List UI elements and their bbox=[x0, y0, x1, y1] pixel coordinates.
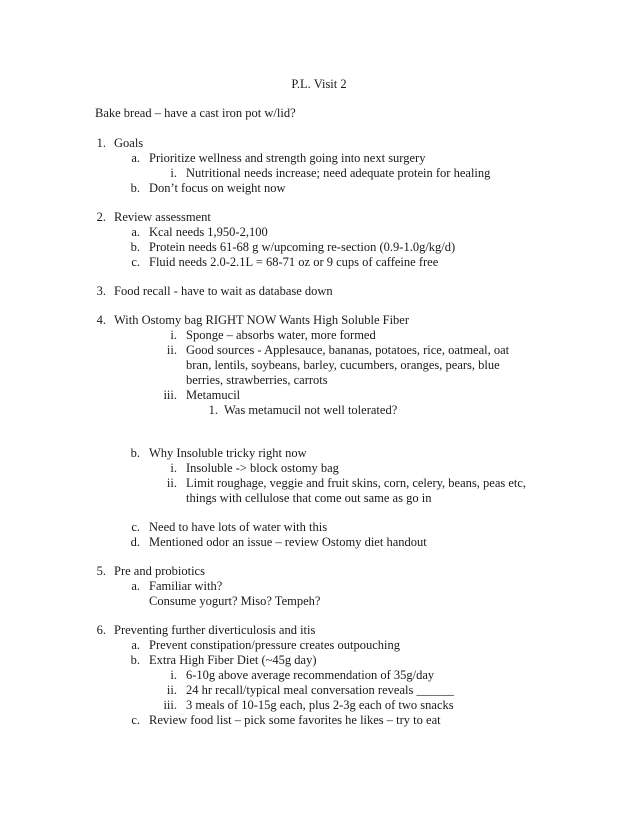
item-marker: c. bbox=[131, 520, 140, 534]
sub-list-item-line: bran, lentils, soybeans, barley, cucumbers, oranges, pears, blue bbox=[186, 358, 500, 372]
sub-list-item-line: things with cellulose that come out same as go in bbox=[186, 491, 432, 505]
item-marker: d. bbox=[130, 535, 140, 549]
section-number: 4. bbox=[96, 313, 106, 327]
item-marker: b. bbox=[130, 446, 140, 460]
list-item: Don’t focus on weight now bbox=[149, 181, 286, 195]
sub-list-item: Sponge – absorbs water, more formed bbox=[186, 328, 376, 342]
item-marker: a. bbox=[131, 151, 140, 165]
subitem-marker: ii. bbox=[166, 476, 177, 490]
section-number: 5. bbox=[96, 564, 106, 578]
item-marker: b. bbox=[130, 653, 140, 667]
subitem-marker: ii. bbox=[166, 343, 177, 357]
section-heading: Pre and probiotics bbox=[114, 564, 205, 578]
list-item: Protein needs 61-68 g w/upcoming re-section (0.9-1.0g/kg/d) bbox=[149, 240, 456, 254]
list-item: Extra High Fiber Diet (~45g day) bbox=[149, 653, 317, 667]
item-marker: c. bbox=[131, 255, 140, 269]
subitem-marker: iii. bbox=[163, 698, 177, 712]
section-heading: With Ostomy bag RIGHT NOW Wants High Soluble Fiber bbox=[114, 313, 410, 327]
list-item: Prevent constipation/pressure creates outpouching bbox=[149, 638, 400, 652]
list-item: Kcal needs 1,950-2,100 bbox=[149, 225, 268, 239]
list-item-line: Familiar with? bbox=[149, 579, 223, 593]
section-number: 2. bbox=[96, 210, 106, 224]
section-heading: Food recall - have to wait as database down bbox=[114, 284, 333, 298]
document-title: P.L. Visit 2 bbox=[291, 77, 347, 91]
item-marker: a. bbox=[131, 638, 140, 652]
list-item: Need to have lots of water with this bbox=[149, 520, 328, 534]
list-item: Mentioned odor an issue – review Ostomy diet handout bbox=[149, 535, 427, 549]
subitem-marker: ii. bbox=[166, 683, 177, 697]
sub-list-item: 6-10g above average recommendation of 35g/day bbox=[186, 668, 435, 682]
section-heading: Preventing further diverticulosis and itis bbox=[114, 623, 316, 637]
section-number: 3. bbox=[96, 284, 106, 298]
list-item: Fluid needs 2.0-2.1L = 68-71 oz or 9 cups of caffeine free bbox=[149, 255, 439, 269]
sub-sub-list-item: Was metamucil not well tolerated? bbox=[224, 403, 398, 417]
subitem-marker: iii. bbox=[163, 388, 177, 402]
sub-list-item-line: Good sources - Applesauce, bananas, potatoes, rice, oatmeal, oat bbox=[186, 343, 510, 357]
item-marker: a. bbox=[131, 579, 140, 593]
subitem-marker: i. bbox=[170, 166, 177, 180]
subsubitem-marker: 1. bbox=[208, 403, 218, 417]
subitem-marker: i. bbox=[170, 328, 177, 342]
section-number: 6. bbox=[96, 623, 106, 637]
sub-list-item: Metamucil bbox=[186, 388, 241, 402]
sub-list-item: 24 hr recall/typical meal conversation reveals ______ bbox=[186, 683, 454, 697]
sub-list-item-line: Limit roughage, veggie and fruit skins, corn, celery, beans, peas etc, bbox=[186, 476, 527, 490]
sub-list-item: 3 meals of 10-15g each, plus 2-3g each of two snacks bbox=[186, 698, 454, 712]
list-item: Review food list – pick some favorites he likes – try to eat bbox=[149, 713, 441, 727]
section-heading: Review assessment bbox=[114, 210, 211, 224]
item-marker: b. bbox=[130, 240, 140, 254]
list-item-line: Consume yogurt? Miso? Tempeh? bbox=[149, 594, 321, 608]
subitem-marker: i. bbox=[170, 668, 177, 682]
sub-list-item: Insoluble -> block ostomy bag bbox=[186, 461, 339, 475]
sub-list-item-line: berries, strawberries, carrots bbox=[186, 373, 328, 387]
item-marker: a. bbox=[131, 225, 140, 239]
sub-list-item: Nutritional needs increase; need adequate protein for healing bbox=[186, 166, 491, 180]
intro-line: Bake bread – have a cast iron pot w/lid? bbox=[95, 106, 296, 120]
item-marker: c. bbox=[131, 713, 140, 727]
list-item: Prioritize wellness and strength going into next surgery bbox=[149, 151, 426, 165]
section-number: 1. bbox=[96, 136, 106, 150]
item-marker: b. bbox=[130, 181, 140, 195]
list-item: Why Insoluble tricky right now bbox=[149, 446, 307, 460]
section-heading: Goals bbox=[114, 136, 144, 150]
subitem-marker: i. bbox=[170, 461, 177, 475]
